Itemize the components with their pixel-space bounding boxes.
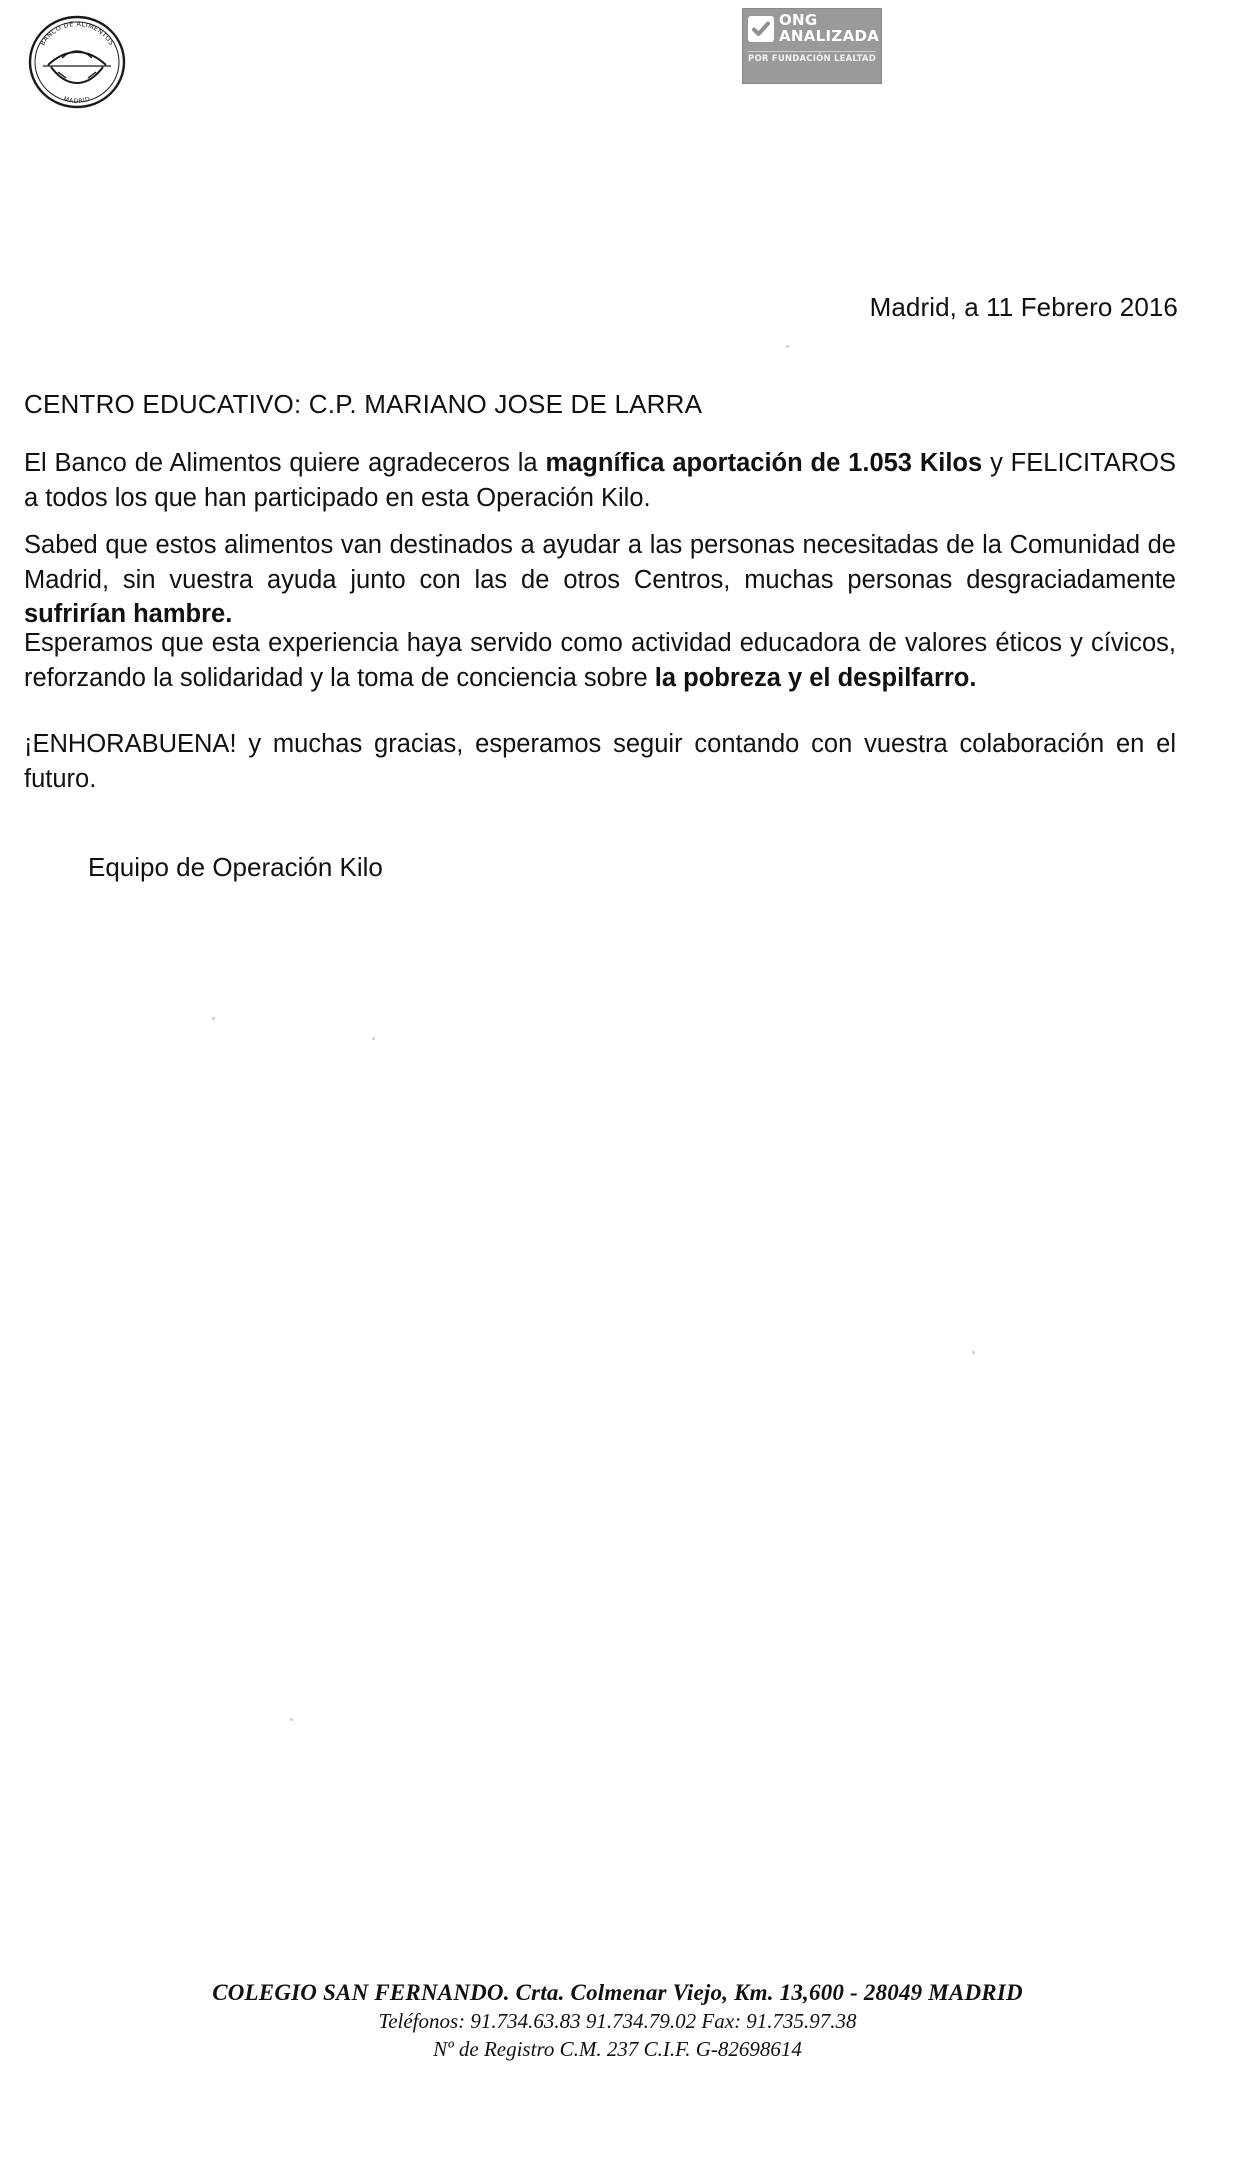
check-icon (748, 16, 774, 42)
seal-top-row (748, 11, 880, 45)
centro-educativo-line: CENTRO EDUCATIVO: C.P. MARIANO JOSE DE LARRA (24, 389, 703, 419)
svg-text:BANCO DE ALIMENTOS: BANCO DE ALIMENTOS (38, 19, 116, 48)
paragraph-1 (24, 446, 1176, 515)
footer-address: COLEGIO SAN FERNANDO. Crta. Colmenar Viejo, Km. 13,600 - 28049 MADRID (212, 1980, 1023, 2005)
paragraph-3 (24, 626, 1176, 695)
ong-analizada-seal (742, 8, 882, 84)
seal-line-1: ONG (779, 11, 818, 29)
paragraph-3-bold: la pobreza y el despilfarro. (654, 663, 977, 692)
footer-phones: Teléfonos: 91.734.63.83 91.734.79.02 Fax: 91.735.97.38 (378, 2009, 857, 2033)
signature-line: Equipo de Operación Kilo (88, 852, 383, 882)
seal-footer-text: POR FUNDACIÓN LEALTAD (748, 51, 876, 64)
banco-de-alimentos-logo (22, 10, 132, 115)
seal-line-2: ANALIZADA (779, 26, 880, 45)
scan-speck (212, 1017, 215, 1020)
page-footer (0, 1980, 1235, 2062)
paragraph-3-part-a: Esperamos que esta experiencia haya servido como actividad educadora de valores éticos y cívicos, reforzando la solidaridad y la toma de conciencia sobre (24, 629, 1176, 692)
paragraph-1-part-a: El Banco de Alimentos quiere agradeceros la (24, 449, 546, 477)
footer-registry: Nº de Registro C.M. 237 C.I.F. G-82698614 (433, 2037, 802, 2061)
seal-words (779, 13, 879, 45)
paragraph-2-part-a: Sabed que estos alimentos van destinados a ayudar a las personas necesitadas de la Comunidad de Madrid, sin vuestra ayuda junto con las de otros Centros, muchas personas desgraciadamente (24, 531, 1176, 594)
scan-speck (786, 345, 789, 348)
letter-date: Madrid, a 11 Febrero 2016 (869, 292, 1178, 322)
paragraph-4: ¡ENHORABUENA! y muchas gracias, esperamos seguir contando con vuestra colaboración en el futuro. (24, 730, 1176, 793)
paragraph-2 (24, 528, 1176, 632)
scan-speck (972, 1351, 975, 1354)
paragraph-1-bold: magnífica aportación de 1.053 Kilos (545, 449, 983, 477)
scan-speck (290, 1718, 293, 1721)
svg-text:MADRID: MADRID (62, 95, 92, 106)
paragraph-2-bold: sufrirían hambre. (24, 600, 233, 629)
paragraph-1-part-c: y FELICITAROS a todos los que han participado en esta Operación Kilo. (24, 449, 1176, 512)
scan-speck (372, 1037, 375, 1040)
